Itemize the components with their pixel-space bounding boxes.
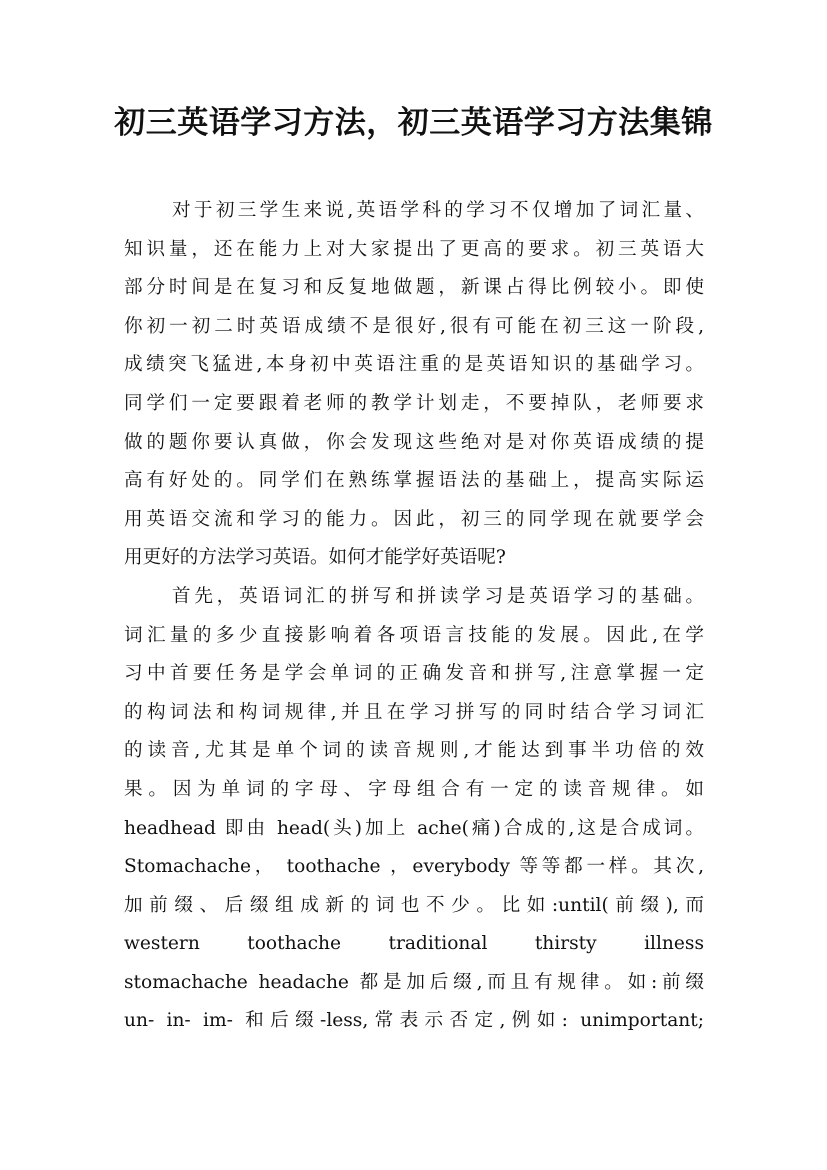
- document-title: 初三英语学习方法，初三英语学习方法集锦: [114, 105, 713, 141]
- text-line: 的读音,尤其是单个词的读音规则,才能达到事半功倍的效: [124, 740, 704, 762]
- text-line: 高有好处的。同学们在熟练掌握语法的基础上，提高实际运: [124, 470, 704, 492]
- text-line: 部分时间是在复习和反复地做题，新课占得比例较小。即使: [124, 277, 704, 299]
- text-line: 成绩突飞猛进,本身初中英语注重的是英语知识的基础学习。: [124, 354, 704, 376]
- text-line: stomachache headache 都是加后缀,而且有规律。如:前缀: [124, 971, 704, 993]
- text-line: 首先，英语词汇的拼写和拼读学习是英语学习的基础。: [172, 585, 704, 607]
- text-line: un- in- im- 和后缀-less,常表示否定,例如: unimportant;: [124, 1010, 704, 1032]
- text-line: 用更好的方法学习英语。如何才能学好英语呢?: [124, 547, 506, 569]
- paragraph-1: [124, 192, 704, 578]
- text-line: western toothache traditional thirsty illness: [124, 933, 704, 955]
- text-line: 习中首要任务是学会单词的正确发音和拼写,注意掌握一定: [124, 663, 704, 685]
- text-line: 果。因为单词的字母、字母组合有一定的读音规律。如: [124, 778, 704, 800]
- text-line: 用英语交流和学习的能力。因此，初三的同学现在就要学会: [124, 508, 704, 530]
- text-line: 做的题你要认真做，你会发现这些绝对是对你英语成绩的提: [124, 431, 704, 453]
- paragraph-2: [124, 578, 704, 1041]
- text-line: 加前缀、后缀组成新的词也不少。比如:until(前缀),而: [124, 894, 704, 916]
- text-line: 知识量，还在能力上对大家提出了更高的要求。初三英语大: [124, 238, 704, 260]
- text-line: 对于初三学生来说,英语学科的学习不仅增加了词汇量、: [172, 200, 704, 221]
- text-line: headhead 即由 head(头)加上 ache(痛)合成的,这是合成词。: [124, 817, 704, 839]
- text-line: 的构词法和构词规律,并且在学习拼写的同时结合学习词汇: [124, 701, 704, 723]
- text-line: 词汇量的多少直接影响着各项语言技能的发展。因此,在学: [124, 624, 704, 646]
- text-line: 同学们一定要跟着老师的教学计划走，不要掉队，老师要求: [124, 392, 704, 414]
- document-body: [124, 192, 704, 1041]
- text-line: Stomachache， toothache ，everybody 等等都一样。其次,: [124, 856, 704, 878]
- text-line: 你初一初二时英语成绩不是很好,很有可能在初三这一阶段,: [124, 315, 704, 337]
